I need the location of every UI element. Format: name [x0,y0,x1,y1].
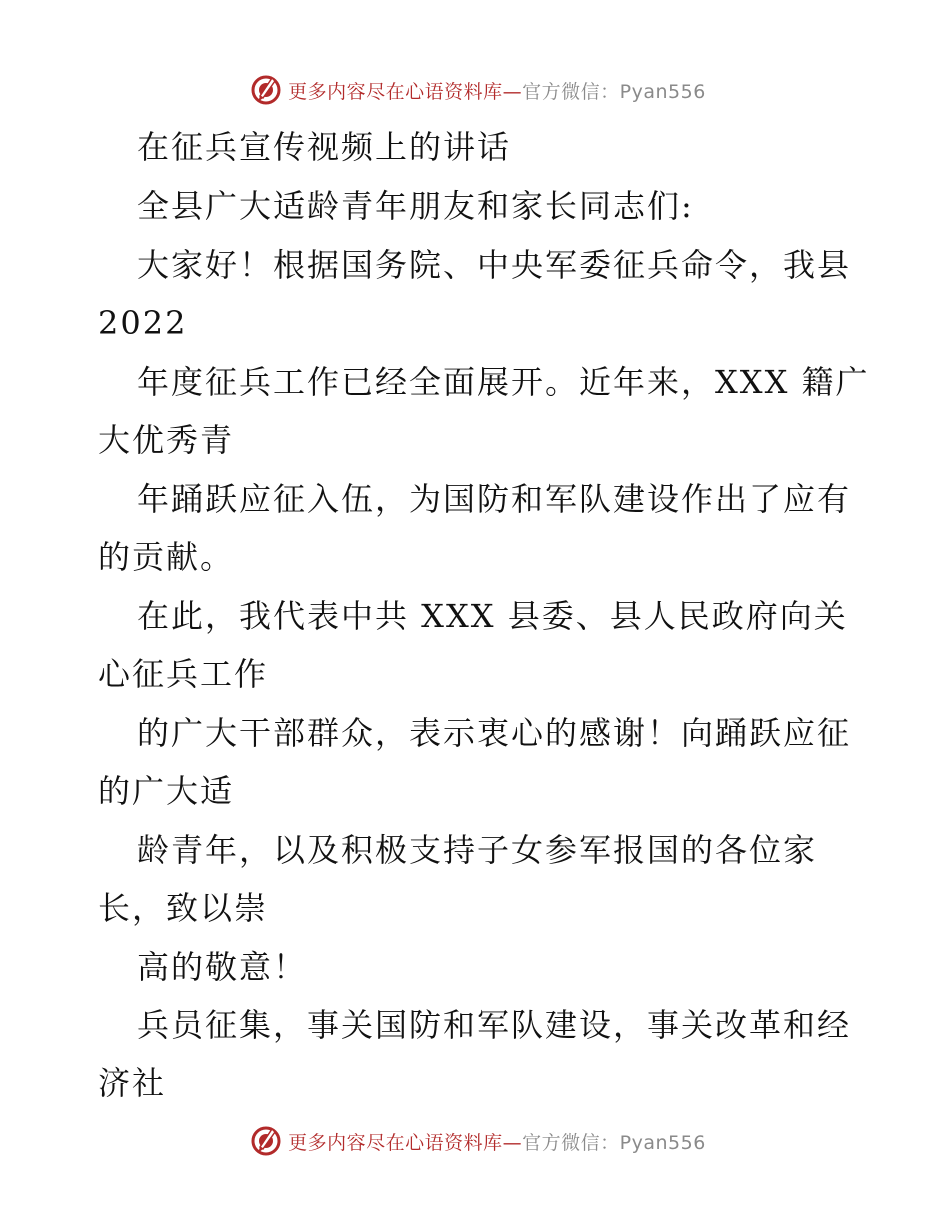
text-line: 兵员征集，事关国防和军队建设，事关改革和经 [137,1006,852,1044]
watermark-text: 更多内容尽在心语资料库—官方微信：Pyan556 [288,80,706,103]
text-line: 在此，我代表中共 XXX 县委、县人民政府向关 [137,597,848,635]
text-line: 龄青年，以及积极支持子女参军报国的各位家 [137,831,818,869]
watermark-text: 更多内容尽在心语资料库—官方微信：Pyan556 [288,1131,706,1154]
footer-watermark [0,1121,950,1161]
text-line: 心征兵工作 [98,655,269,693]
doc-title: 在征兵宣传视频上的讲话 [137,128,512,166]
text-line: 全县广大适龄青年朋友和家长同志们: [137,187,694,225]
text-line: 济社 [98,1064,167,1102]
text-line: 长，致以崇 [98,889,269,927]
text-line: 年度征兵工作已经全面展开。近年来，XXX 籍广 [137,363,870,401]
text-line: 年踊跃应征入伍，为国防和军队建设作出了应有 [137,480,852,518]
text-line: 大优秀青 [98,421,235,459]
watermark-wechat: 官方微信：Pyan556 [522,1131,706,1154]
text-line: 2022 [98,304,188,342]
text-line: 的贡献。 [98,538,235,576]
pen-logo-icon [250,1125,282,1157]
text-line: 大家好！根据国务院、中央军委征兵命令，我县 [137,246,852,284]
watermark-wechat: 官方微信：Pyan556 [522,80,706,103]
text-line: 的广大适 [98,772,235,810]
text-line: 的广大干部群众，表示衷心的感谢！向踊跃应征 [137,714,852,752]
text-line: 高的敬意！ [137,948,308,986]
